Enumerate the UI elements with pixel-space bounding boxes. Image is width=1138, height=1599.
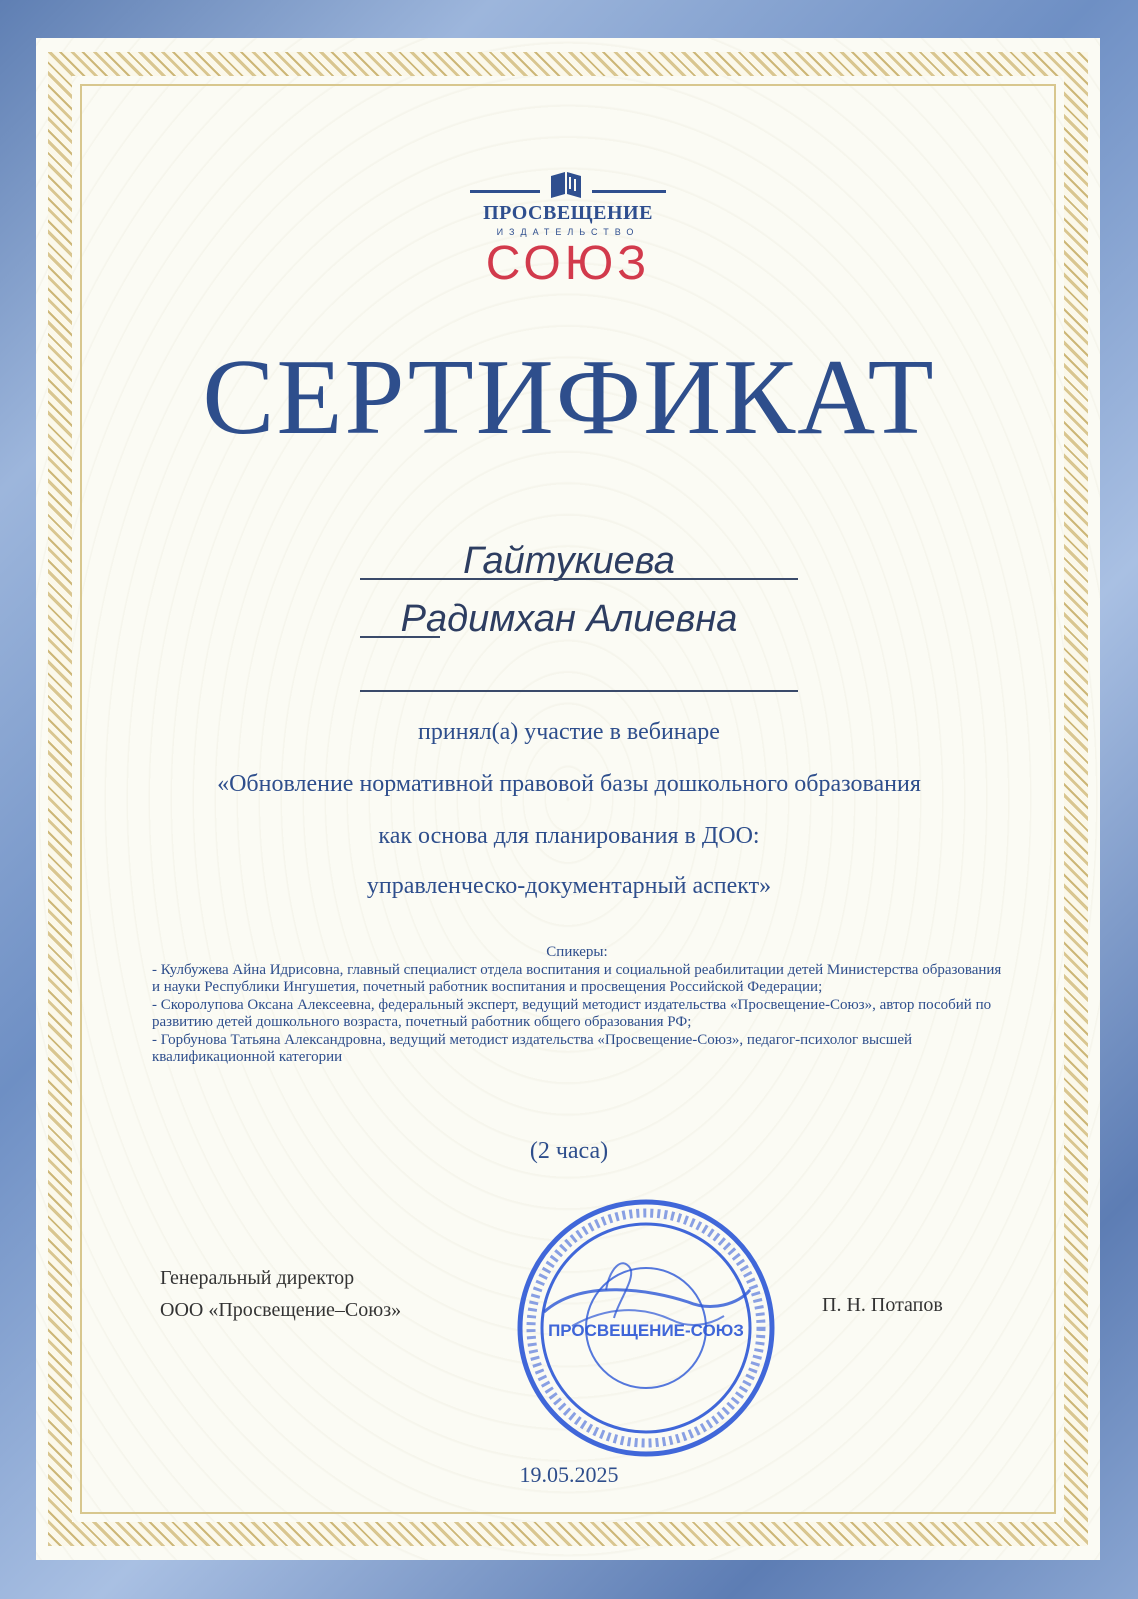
recipient-given-name: Радимхан Алиевна: [400, 598, 738, 640]
name-underline-1: [360, 578, 798, 580]
participation-text: принял(а) участие в вебинаре: [418, 719, 720, 745]
name-underline-3: [360, 690, 798, 692]
speakers-heading: Спикеры:: [546, 944, 608, 960]
book-icon: [549, 172, 583, 198]
signer-position: Генеральный директор: [160, 1267, 355, 1289]
publisher-logo: [470, 168, 666, 298]
signer-name: П. Н. Потапов: [822, 1294, 943, 1316]
issue-date: 19.05.2025: [519, 1462, 619, 1487]
official-seal: [512, 1194, 780, 1462]
logo-rule-left: [470, 190, 540, 193]
certificate-title: СЕРТИФИКАТ: [202, 338, 936, 457]
webinar-title-line-3: управленческо-документарный аспект»: [366, 873, 772, 899]
recipient-surname: Гайтукиева: [463, 540, 675, 582]
webinar-title-line-2: как основа для планирования в ДОО:: [378, 823, 760, 849]
speaker-item: - Скоролупова Оксана Алексеевна, федеральный эксперт, ведущий методист издательства «Просвещение-Союз», автор пособий по развитию детей дошкольного возраста, почетный работник общего образования РФ;: [152, 996, 992, 1030]
speaker-item: - Кулбужева Айна Идрисовна, главный специалист отдела воспитания и социальной реабилитации детей Министерства образования и науки Республики Ингушетия, почетный работник воспитания и просвещения Российской Федерации;: [152, 961, 1002, 995]
hours: (2 часа): [529, 1138, 609, 1164]
speaker-item: - Горбунова Татьяна Александровна, ведущий методист издательства «Просвещение-Союз», педагог-психолог высшей квалификационной категории: [152, 1031, 913, 1065]
logo-rule-right: [592, 190, 666, 193]
seal-center-text: ПРОСВЕЩЕНИЕ-СОЮЗ: [548, 1321, 744, 1340]
logo-publisher-name: ПРОСВЕЩЕНИЕ: [483, 202, 653, 224]
webinar-title-line-1: «Обновление нормативной правовой базы дошкольного образования: [217, 771, 921, 797]
name-underline-2: [360, 636, 440, 638]
signer-title: [160, 1262, 401, 1326]
speakers-block: [152, 944, 1002, 1067]
logo-brand: СОЮЗ: [485, 237, 651, 290]
signer-organization: ООО «Просвещение–Союз»: [160, 1299, 402, 1321]
logo-publisher-label: ИЗДАТЕЛЬСТВО: [496, 227, 640, 237]
